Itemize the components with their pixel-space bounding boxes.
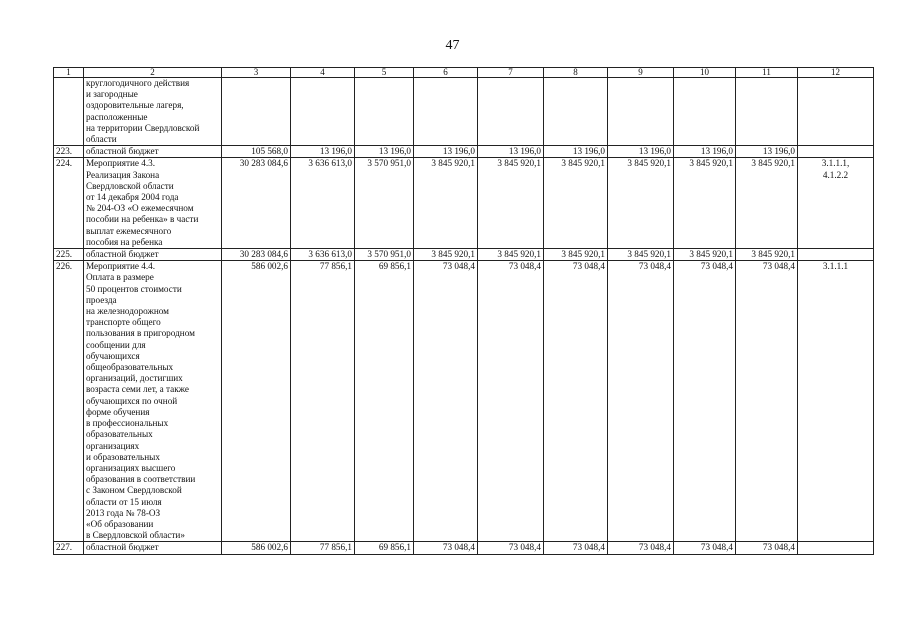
- column-header: 1: [54, 68, 84, 78]
- value-cell: [355, 78, 414, 146]
- row-description: Мероприятие 4.3. Реализация Закона Свердловской области от 14 декабря 2004 года № 204-ОЗ «О ежемесячном пособии на ребенка» в части выплат ежемесячного пособия на ребенка: [84, 158, 222, 249]
- column-header: 12: [798, 68, 874, 78]
- target-indicator: 3.1.1.1, 4.1.2.2: [798, 158, 874, 249]
- value-cell: 3 636 613,0: [291, 158, 355, 249]
- value-cell: 3 845 920,1: [674, 158, 736, 249]
- value-cell: [414, 78, 478, 146]
- value-cell: 3 570 951,0: [355, 158, 414, 249]
- budget-table: [53, 67, 874, 555]
- row-description: Мероприятие 4.4. Оплата в размере 50 процентов стоимости проезда на железнодорожном транспорте общего пользования в пригородном сообщении для обучающихся общеобразовательных организаций, достигших возраста семи лет, а также обучающихся по очной форме обучения в профессиональных образовательных организациях и образовательных организациях высшего образования в соответствии с Законом Свердловской области от 15 июля 2013 года № 78-ОЗ «Об образовании в Свердловской области»: [84, 261, 222, 542]
- value-cell: [736, 78, 798, 146]
- table-row: [54, 261, 874, 542]
- value-cell: 3 845 920,1: [608, 249, 674, 261]
- value-cell: 3 845 920,1: [414, 249, 478, 261]
- row-number: [54, 78, 84, 146]
- value-cell: 3 845 920,1: [414, 158, 478, 249]
- value-cell: 73 048,4: [608, 542, 674, 554]
- value-cell: 77 856,1: [291, 542, 355, 554]
- value-cell: 73 048,4: [736, 261, 798, 542]
- row-number: 223.: [54, 146, 84, 158]
- table-row: [54, 146, 874, 158]
- value-cell: 3 845 920,1: [478, 249, 544, 261]
- row-number: 225.: [54, 249, 84, 261]
- value-cell: 13 196,0: [291, 146, 355, 158]
- row-number: 226.: [54, 261, 84, 542]
- value-cell: 3 845 920,1: [736, 158, 798, 249]
- value-cell: 3 636 613,0: [291, 249, 355, 261]
- value-cell: 73 048,4: [478, 542, 544, 554]
- value-cell: 586 002,6: [222, 542, 291, 554]
- value-cell: [222, 78, 291, 146]
- column-header: 5: [355, 68, 414, 78]
- value-cell: 73 048,4: [414, 542, 478, 554]
- value-cell: 73 048,4: [544, 542, 608, 554]
- value-cell: 3 845 920,1: [544, 249, 608, 261]
- column-header: 3: [222, 68, 291, 78]
- row-description: круглогодичного действия и загородные оздоровительные лагеря, расположенные на территории Свердловской области: [84, 78, 222, 146]
- row-description: областной бюджет: [84, 249, 222, 261]
- table-row: [54, 542, 874, 554]
- row-description: областной бюджет: [84, 542, 222, 554]
- value-cell: 30 283 084,6: [222, 249, 291, 261]
- column-header: 7: [478, 68, 544, 78]
- target-indicator: [798, 146, 874, 158]
- column-header: 6: [414, 68, 478, 78]
- value-cell: 105 568,0: [222, 146, 291, 158]
- row-number: 224.: [54, 158, 84, 249]
- target-indicator: [798, 249, 874, 261]
- target-indicator: [798, 542, 874, 554]
- value-cell: 73 048,4: [608, 261, 674, 542]
- header-row: [54, 68, 874, 78]
- value-cell: 3 845 920,1: [544, 158, 608, 249]
- column-header: 8: [544, 68, 608, 78]
- table-row: [54, 249, 874, 261]
- value-cell: 13 196,0: [674, 146, 736, 158]
- value-cell: 69 856,1: [355, 261, 414, 542]
- value-cell: 73 048,4: [674, 542, 736, 554]
- value-cell: [478, 78, 544, 146]
- row-description: областной бюджет: [84, 146, 222, 158]
- value-cell: 13 196,0: [478, 146, 544, 158]
- value-cell: 73 048,4: [674, 261, 736, 542]
- value-cell: 73 048,4: [736, 542, 798, 554]
- column-header: 4: [291, 68, 355, 78]
- value-cell: 13 196,0: [355, 146, 414, 158]
- value-cell: 73 048,4: [478, 261, 544, 542]
- value-cell: [544, 78, 608, 146]
- page-number: 47: [445, 38, 460, 53]
- value-cell: 13 196,0: [608, 146, 674, 158]
- value-cell: 3 845 920,1: [478, 158, 544, 249]
- value-cell: 3 570 951,0: [355, 249, 414, 261]
- table-row: [54, 78, 874, 146]
- target-indicator: [798, 78, 874, 146]
- column-header: 10: [674, 68, 736, 78]
- value-cell: 13 196,0: [736, 146, 798, 158]
- column-header: 11: [736, 68, 798, 78]
- value-cell: 73 048,4: [414, 261, 478, 542]
- value-cell: 3 845 920,1: [674, 249, 736, 261]
- value-cell: 13 196,0: [544, 146, 608, 158]
- value-cell: 77 856,1: [291, 261, 355, 542]
- value-cell: 69 856,1: [355, 542, 414, 554]
- value-cell: 73 048,4: [544, 261, 608, 542]
- value-cell: 3 845 920,1: [736, 249, 798, 261]
- value-cell: [291, 78, 355, 146]
- row-number: 227.: [54, 542, 84, 554]
- value-cell: 13 196,0: [414, 146, 478, 158]
- value-cell: 30 283 084,6: [222, 158, 291, 249]
- column-header: 9: [608, 68, 674, 78]
- table-row: [54, 158, 874, 249]
- value-cell: [674, 78, 736, 146]
- value-cell: 3 845 920,1: [608, 158, 674, 249]
- target-indicator: 3.1.1.1: [798, 261, 874, 542]
- column-header: 2: [84, 68, 222, 78]
- value-cell: 586 002,6: [222, 261, 291, 542]
- value-cell: [608, 78, 674, 146]
